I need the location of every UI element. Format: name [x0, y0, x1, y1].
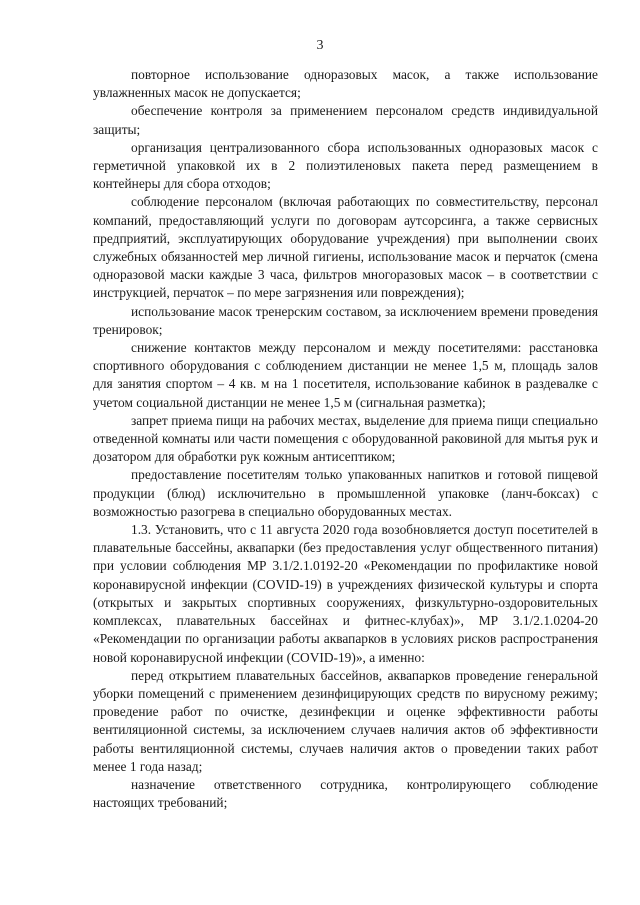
paragraph-staff-hygiene: соблюдение персоналом (включая работающих по совместительству, персонал компаний, предоставляющий услуги по договорам аутсорсинга, а также сервисных предприятий, эксплуатирующих оборудование учреждения) при выполнении своих служебных обязанностей мер личной гигиены, использование масок и перчаток (смена одноразовой маски каждые 3 часа, фильтров многоразовых масок – в соответствии с инструкцией, перчаток – по мере загрязнения или повреждения);	[93, 194, 598, 301]
paragraph-mask-collection: организация централизованного сбора использованных одноразовых масок с герметичной упаковкой их в 2 полиэтиленовых пакета перед размещением в контейнеры для сбора отходов;	[93, 139, 598, 192]
paragraph-section-1-3: 1.3. Установить, что с 11 августа 2020 года возобновляется доступ посетителей в плавательные бассейны, аквапарки (без предоставления услуг общественного питания) при условии соблюдения МР 3.1/2.1.0192-20 «Рекомендации по профилактике новой коронавирусной инфекции (COVID-19) в учреждениях физической культуры и спорта (открытых и закрытых спортивных сооружениях, физкультурно-оздоровительных комплексах, плавательных бассейнах и фитнес-клубах)», МР 3.1/2.1.0204-20 «Рекомендации по организации работы аквапарков в условиях рисков распространения новой коронавирусной инфекции (COVID-19)», а именно:	[93, 522, 598, 665]
paragraph-general-cleaning: перед открытием плавательных бассейнов, аквапарков проведение генеральной уборки помещений с применением дезинфицирующих средств по вирусному режиму; проведение работ по очистке, дезинфекции и оценке эффективности работы вентиляционной системы, за исключением случаев наличия актов об эффективности работы вентиляционной системы, случаев наличия актов о проведении таких работ менее 1 года назад;	[93, 667, 598, 774]
page-number: 3	[316, 38, 324, 53]
paragraph-reuse-masks: повторное использование одноразовых масок, а также использование увлажненных масок не допускается;	[93, 67, 598, 101]
paragraph-ppe-control: обеспечение контроля за применением персоналом средств индивидуальной защиты;	[93, 103, 598, 137]
paragraph-contact-reduction: снижение контактов между персоналом и между посетителями: расстановка спортивного оборудования с соблюдением дистанции не менее 1,5 м, площадь залов для занятия спортом – 4 кв. м на 1 посетителя, использование кабинок в раздевалке с учетом социальной дистанции не менее 1,5 м (сигнальная разметка);	[93, 340, 598, 410]
paragraph-coach-masks: использование масок тренерским составом, за исключением времени проведения тренировок;	[93, 303, 598, 337]
document-body	[93, 66, 598, 812]
paragraph-eating-ban: запрет приема пищи на рабочих местах, выделение для приема пищи специально отведенной комнаты или части помещения с оборудованной раковиной для мытья рук и дозатором для обработки рук кожным антисептиком;	[93, 412, 598, 465]
paragraph-packaged-food: предоставление посетителям только упакованных напитков и готовой пищевой продукции (блюд) исключительно в промышленной упаковке (ланч-боксах) с возможностью разогрева в специально оборудованных местах.	[93, 467, 598, 519]
paragraph-responsible-employee: назначение ответственного сотрудника, контролирующего соблюдение настоящих требований;	[93, 776, 598, 811]
